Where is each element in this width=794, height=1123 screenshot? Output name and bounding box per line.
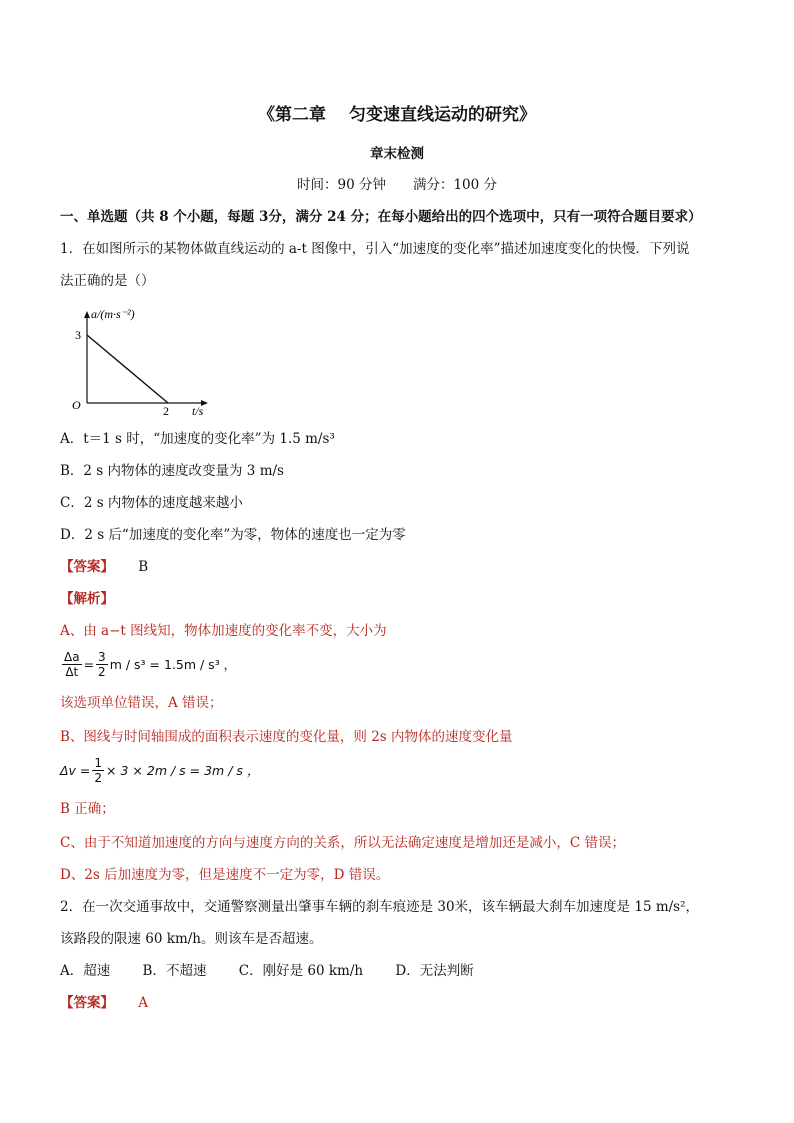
q2-stem-line1: 2．在一次交通事故中，交通警察测量出肇事车辆的刹车痕迹是 30米，该车辆最大刹车加速度是 15 m/s²， (60, 899, 700, 915)
answer-value: B (138, 559, 149, 575)
q2-answer-label: 【答案】 (60, 995, 114, 1011)
q1-stem-line1: 1．在如图所示的某物体做直线运动的 a-t 图像中，引入“加速度的变化率”描述加速度变化的快慢．下列说 (60, 241, 690, 257)
data-line (87, 335, 168, 403)
analysis-b-line1: B、图线与时间轴围成的面积表示速度的变化量，则 2s 内物体的速度变化量 (60, 729, 513, 745)
q2-options (60, 962, 502, 980)
q2-answer-row (60, 994, 148, 1012)
y-tick-label: 3 (75, 328, 81, 342)
x-axis-label: t/s (192, 404, 204, 418)
q1-stem-line2: 法正确的是（） (60, 273, 155, 289)
origin-label: O (72, 398, 81, 412)
analysis-label: 【解析】 (60, 591, 114, 607)
analysis-a-line1: A、由 a−t 图线知，物体加速度的变化率不变，大小为 (60, 623, 387, 639)
y-axis-label: a/(m·s⁻²) (91, 307, 135, 321)
page-title: 《第二章 匀变速直线运动的研究》 (258, 105, 536, 125)
q1-option-c: C．2 s 内物体的速度越来越小 (60, 495, 243, 511)
analysis-b-line2: B 正确； (60, 801, 115, 817)
q1-option-b: B．2 s 内物体的速度改变量为 3 m/s (60, 463, 284, 479)
page-subtitle: 章末检测 (370, 146, 424, 162)
x-tick-label: 2 (163, 404, 169, 418)
q2-option-d: D．无法判断 (395, 963, 474, 979)
q1-answer-row (60, 558, 148, 576)
analysis-a-formula: $\frac{\Delta a}{\Delta t}$ = $\frac{3}{2}$ m / s³ = 1.5m / s³ ， (64, 650, 237, 679)
q2-answer-value: A (138, 995, 149, 1011)
time-info: 时间：90 分钟 满分：100 分 (296, 177, 498, 193)
q1-option-a: A．t＝1 s 时，“加速度的变化率”为 1.5 m/s³ (60, 431, 335, 447)
y-axis-arrow (84, 311, 90, 318)
analysis-c-line: C、由于不知道加速度的方向与速度方向的关系，所以无法确定速度是增加还是减小，C 错误； (60, 835, 625, 851)
analysis-a-line2: 该选项单位错误，A 错误； (60, 695, 223, 711)
q1-option-d: D．2 s 后“加速度的变化率”为零，物体的速度也一定为零 (60, 527, 406, 543)
analysis-b-formula: Δv = $\frac{1}{2}$ × 3 × 2m / s = 3m / s ， (60, 756, 260, 785)
q2-option-c: C．刚好是 60 km/h (238, 963, 364, 979)
q1-graph (72, 305, 222, 417)
q2-option-b: B．不超速 (142, 963, 207, 979)
q2-option-a: A．超速 (60, 963, 111, 979)
answer-label: 【答案】 (60, 559, 114, 575)
q2-stem-line2: 该路段的限速 60 km/h。则该车是否超速。 (60, 931, 323, 947)
section-heading: 一、单选题（共 8 个小题，每题 3分，满分 24 分；在每小题给出的四个选项中，只有一项符合题目要求） (60, 209, 702, 225)
analysis-d-line: D、2s 后加速度为零，但是速度不一定为零，D 错误。 (60, 867, 390, 883)
